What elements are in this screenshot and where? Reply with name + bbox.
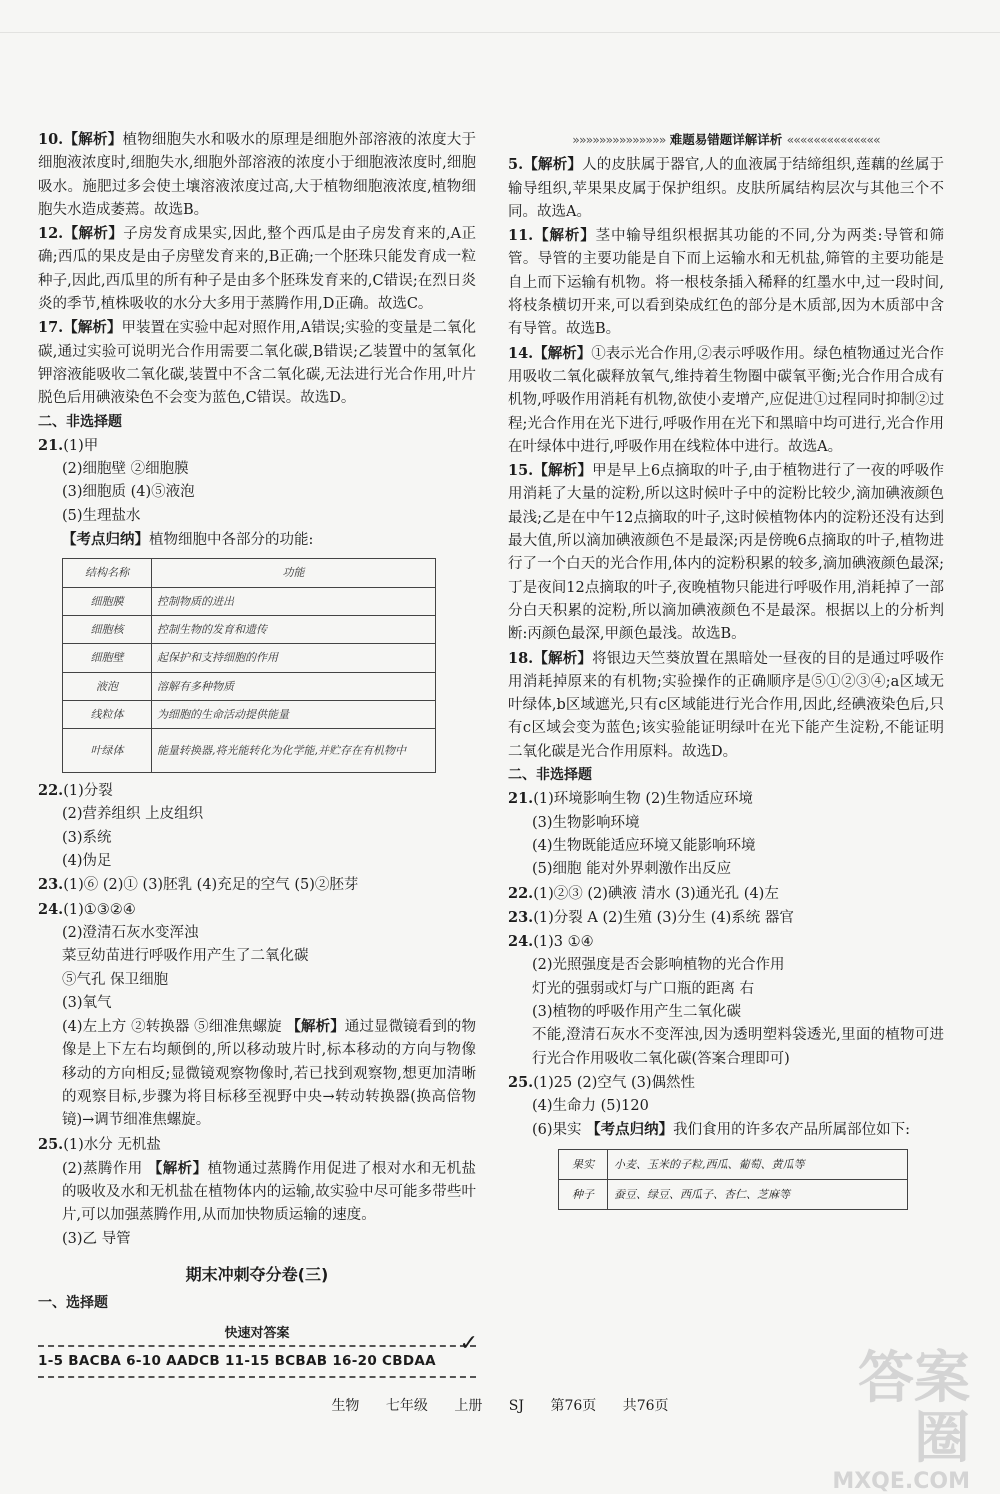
answer-22-line: (2)营养组织 上皮组织 <box>62 806 204 823</box>
answer-24-line: 灯光的强弱或灯与广口瓶的距离 右 <box>532 980 755 997</box>
answer-24-line: (2)澄清石灰水变浑浊 <box>62 924 199 941</box>
checkmark-icon: ✓ <box>459 1330 478 1356</box>
answer-21-line: (5)细胞 能对外界刺激作出反应 <box>532 861 732 878</box>
answer-22: 22.(1)分裂 <box>38 782 113 800</box>
banner-arrows: «««««««««««««« <box>786 132 880 147</box>
table-row: 果实 小麦、玉米的子粒,西瓜、葡萄、黄瓜等 <box>559 1149 908 1179</box>
table-row: 种子 蚕豆、绿豆、西瓜子、杏仁、芝麻等 <box>559 1180 908 1210</box>
answer-22-line: (3)系统 <box>62 829 112 846</box>
answer-10: 10.【解析】植物细胞失水和吸水的原理是细胞外部溶液的浓度大于细胞液浓度时,细胞失水,细胞外部溶液的浓度小于细胞液浓度时,细胞吸水。施肥过多会使土壤溶液浓度过高,大于植物细胞液浓度,植物细胞失水造成萎蔫。故选B。 <box>38 131 477 218</box>
produce-parts-table <box>558 1149 908 1211</box>
top-rule <box>0 32 1000 33</box>
answer-5: 5.【解析】人的皮肤属于器官,人的血液属于结缔组织,莲藕的丝属于输导组织,苹果果皮属于保护组织。皮肤所属结构层次与其他三个不同。故选A。 <box>508 156 945 220</box>
answer-21-line: (2)细胞壁 ②细胞膜 <box>62 461 189 478</box>
answer-25-key-point: (6)果实 【考点归纳】我们食用的许多农产品所属部位如下: <box>532 1121 911 1139</box>
answer-21-line: (4)生物既能适应环境又能影响环境 <box>532 837 756 854</box>
key-point-summary: 【考点归纳】植物细胞中各部分的功能: <box>62 531 314 549</box>
table-header: 功能 <box>152 559 436 587</box>
answer-25: 25.(1)25 (2)空气 (3)偶然性 <box>508 1073 696 1091</box>
answer-24-line: ⑤气孔 保卫细胞 <box>62 971 169 988</box>
table-row: 叶绿体 能量转换器,将光能转化为化学能,并贮存在有机物中 <box>63 729 436 773</box>
answer-25-analysis: (2)蒸腾作用 【解析】植物通过蒸腾作用促进了根对水和无机盐的吸收及水和无机盐在植物体内的运输,故实验中尽可能多带些叶片,可以加强蒸腾作用,从而加快物质运输的速度。 <box>62 1159 477 1224</box>
answer-15: 15.【解析】甲是早上6点摘取的叶子,由于植物进行了一夜的呼吸作用消耗了大量的淀粉,所以这时候叶子中的淀粉比较少,滴加碘液颜色最浅;乙是在中午12点摘取的叶子,这时候植物体内的淀粉还没有达到最大值,所以滴加碘液颜色不是最深;丙是傍晚6点摘取的叶子,植物进行了一个白天的光合作用,体内的淀粉积累的较多,滴加碘液颜色最深;丁是夜间12点摘取的叶子,夜晚植物只能进行呼吸作用,消耗掉了一部分白天积累的淀粉,所以滴加碘液颜色不是最深。根据以上的分析判断:丙颜色最深,甲颜色最浅。故选B。 <box>508 462 944 643</box>
quick-answer-label: 快速对答案 <box>224 1325 290 1341</box>
answer-21-line: (5)生理盐水 <box>62 507 141 524</box>
section-title: 期末冲刺夺分卷(三) <box>185 1265 329 1285</box>
answer-21-line: (3)细胞质 (4)⑤液泡 <box>62 484 195 501</box>
quick-answer-box <box>38 1322 476 1379</box>
hard-question-banner: »»»»»»»»»»»»»» 难题易错题详解详析 «««««««««««««« <box>572 132 880 147</box>
table-row: 液泡 溶解有多种物质 <box>63 672 436 700</box>
page-footer: 生物 七年级 上册 SJ 第76页 共76页 <box>331 1398 669 1414</box>
banner-arrows: »»»»»»»»»»»»»» <box>572 132 666 147</box>
answer-25-line: (4)生命力 (5)120 <box>532 1098 649 1115</box>
answer-17: 17.【解析】甲装置在实验中起对照作用,A错误;实验的变量是二氧化碳,通过实验可说明光合作用需要二氧化碳,B错误;乙装置中的氢氧化钾溶液能吸收二氧化碳,装置中不含二氧化碳,无法进行光合作用,叶片脱色后用碘液染色不会变为蓝色,C错误。故选D。 <box>38 319 477 407</box>
section-heading-choice: 一、选择题 <box>38 1295 108 1312</box>
table-row: 细胞壁 起保护和支持细胞的作用 <box>63 644 436 672</box>
answer-11: 11.【解析】茎中输导组织根据其功能的不同,分为两类:导管和筛管。导管的主要功能是自下而上运输水和无机盐,筛管的主要功能是自上而下运输有机物。将一根枝条插入稀释的红墨水中,过一段时间,将枝条横切开来,可以看到染成红色的部分是木质部,因为木质部中含有导管。故选B。 <box>508 227 945 338</box>
answer-25-line: (3)乙 导管 <box>62 1230 131 1247</box>
watermark-logo: 答案圈 MXQE.COM <box>832 1346 970 1494</box>
answer-24: 24.(1)①③②④ <box>38 900 136 918</box>
table-row: 细胞膜 控制物质的进出 <box>63 587 436 615</box>
answer-24-line: (2)光照强度是否会影响植物的光合作用 <box>532 957 785 974</box>
section-heading-nonchoice: 二、非选择题 <box>508 767 592 784</box>
answer-21: 21.(1)环境影响生物 (2)生物适应环境 <box>508 790 753 808</box>
answer-14: 14.【解析】①表示光合作用,②表示呼吸作用。绿色植物通过光合作用吸收二氧化碳释放氧气,维持着生物圈中碳氧平衡;光合作用合成有机物,呼吸作用消耗有机物,欲使小麦增产,应促进①过程同时抑制②过程;光合作用在光下进行,呼吸作用在光下和黑暗中均可进行,光合作用在叶绿体中进行,呼吸作用在线粒体中进行。故选A。 <box>508 344 945 455</box>
answer-24: 24.(1)3 ①④ <box>508 933 594 951</box>
cell-function-table <box>62 558 436 773</box>
right-column <box>508 128 944 1210</box>
section-heading-nonchoice: 二、非选择题 <box>38 413 122 430</box>
answer-23: 23.(1)分裂 A (2)生殖 (3)分生 (4)系统 器官 <box>508 908 794 926</box>
answer-24-line: (3)植物的呼吸作用产生二氧化碳 <box>532 1003 742 1020</box>
answer-25: 25.(1)水分 无机盐 <box>38 1135 161 1153</box>
answer-24-line: 不能,澄清石灰水不变浑浊,因为透明塑料袋透光,里面的植物可进行光合作用吸收二氧化碳(答案合理即可) <box>532 1027 944 1067</box>
answer-24-analysis: (4)左上方 ②转换器 ⑤细准焦螺旋 【解析】通过显微镜看到的物像是上下左右均颠倒的,所以移动玻片时,标本移动的方向与物像移动的方向相反;显微镜观察物像时,若已找到观察物,想更加清晰的观察目标,步骤为将目标移至视野中央→转动转换器(换高倍物镜)→调节细准焦螺旋。 <box>62 1018 477 1129</box>
table-row: 细胞核 控制生物的发育和遗传 <box>63 615 436 643</box>
answer-21-line: (3)生物影响环境 <box>532 814 640 831</box>
quick-answer-list: 1-5 BACBA 6-10 AADCB 11-15 BCBAB 16-20 CBDAA <box>38 1345 476 1378</box>
answer-21: 21.(1)甲 <box>38 436 99 454</box>
answer-24-line: (3)氧气 <box>62 994 112 1011</box>
answer-22: 22.(1)②③ (2)碘液 清水 (3)通光孔 (4)左 <box>508 884 779 902</box>
answer-23: 23.(1)⑥ (2)① (3)胚乳 (4)充足的空气 (5)②胚芽 <box>38 876 359 894</box>
left-column <box>38 128 476 1378</box>
answer-22-line: (4)伪足 <box>62 853 112 870</box>
answer-18: 18.【解析】将银边天竺葵放置在黑暗处一昼夜的目的是通过呼吸作用消耗掉原来的有机物;实验操作的正确顺序是⑤①②③④;a区域无叶绿体,b区域遮光,只有c区域能进行光合作用,因此,经碘液染色后,只有c区域会变为蓝色;该实验能证明绿叶在光下能产生淀粉,不能证明二氧化碳是光合作用原料。故选D。 <box>508 649 945 760</box>
table-row: 线粒体 为细胞的生命活动提供能量 <box>63 700 436 728</box>
answer-24-line: 菜豆幼苗进行呼吸作用产生了二氧化碳 <box>62 948 309 965</box>
answer-12: 12.【解析】子房发育成果实,因此,整个西瓜是由子房发育来的,A正确;西瓜的果皮是由子房壁发育来的,B正确;一个胚珠只能发育成一粒种子,因此,西瓜里的所有种子是由多个胚珠发育来的,C错误;在烈日炎炎的季节,植株吸收的水分大多用于蒸腾作用,D正确。故选C。 <box>38 225 477 313</box>
table-header: 结构名称 <box>63 559 152 587</box>
